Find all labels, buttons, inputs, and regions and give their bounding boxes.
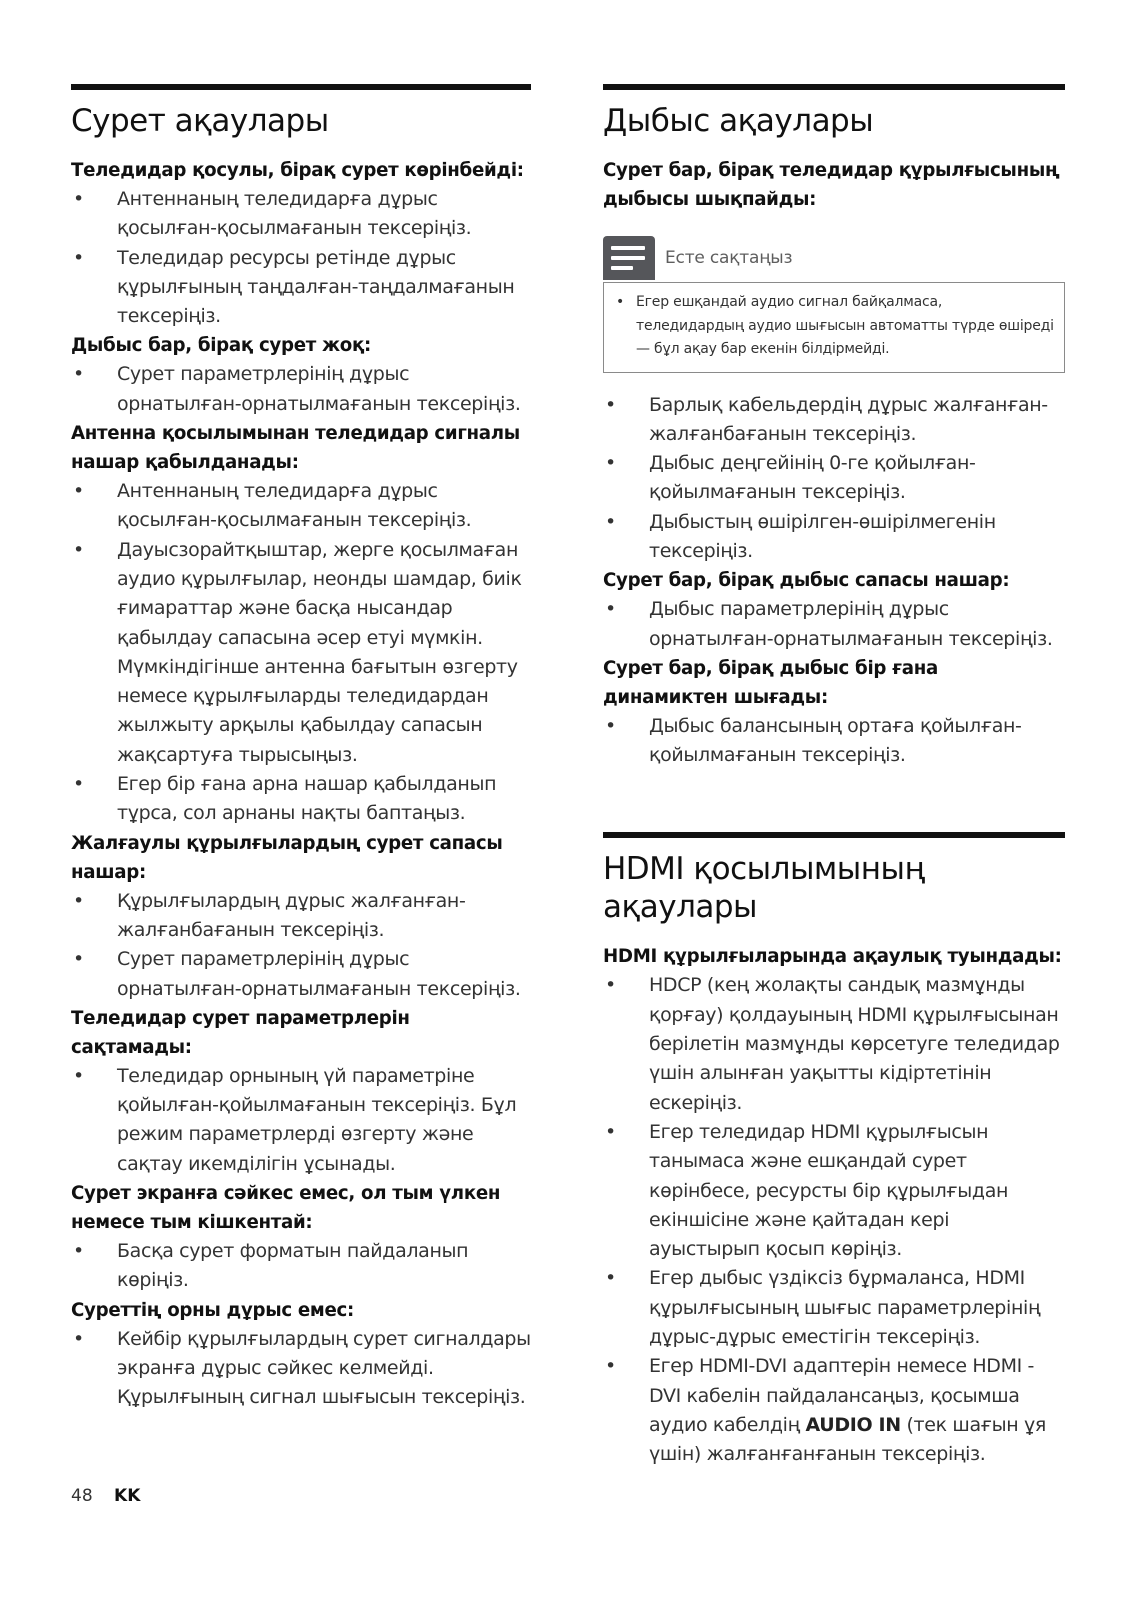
note-body [603,282,1065,373]
list-item: • Дауысзорайтқыштар, жерге қосылмаған аудио құрылғылар, неонды шамдар, биік ғимараттар және басқа нысандар қабылдау сапасына әсер етуі мүмкін. Мүмкіндігінше антенна бағытын өзгерту немесе құрылғыларды теледидардан жылжыту арқылы қабылдау сапасын жақсартуға тырысыңыз. [71,536,531,770]
issue-heading: Сурет экранға сәйкес емес, ол тым үлкен немесе тым кішкентай: [71,1183,501,1234]
issue-solutions [71,1062,531,1179]
list-item: • Егер теледидар HDMI құрылғысын танымаса және ешқандай сурет көрінбесе, ресурсты бір құрылғыдан екіншісіне және қайтадан кері ауыстырып қосып көріңіз. [603,1118,1065,1264]
issue-solutions [71,477,531,829]
sound-issues-title: Дыбыс ақаулары [603,103,874,139]
picture-issues-title: Сурет ақаулары [71,103,329,139]
list-item: • HDCP (кең жолақты сандық мазмұнды қорғау) қолдауының HDMI құрылғысынан берілетін мазмұнды көрсетуге теледидар үшін алынған уақытты кідіртетінін ескеріңіз. [603,971,1065,1117]
list-item-text: (тек шағын ұя үшін) жалғанғанғанын тексеріңіз. [649,1413,1047,1466]
list-item: • Дыбыс параметрлерінің дұрыс орнатылған-орнатылмағанын тексеріңіз. [603,595,1065,654]
issue-heading: Антенна қосылымынан теледидар сигналы нашар қабылданады: [71,423,520,474]
issue-heading: Дыбыс бар, бірақ сурет жоқ: [71,335,372,357]
issue-heading: Сурет бар, бірақ дыбыс бір ғана динамиктен шығады: [603,657,938,708]
picture-issues-list [71,156,531,1413]
sound-issues-list [603,566,1065,770]
list-item-text: Егер HDMI-DVI адаптерін немесе HDMI - DVI кабелін пайдалансаңыз, қосымша аудио кабелдің [649,1355,1035,1436]
sound-first-heading: Сурет бар, бірақ теледидар құрылғысының дыбысы шықпайды: [603,160,1060,210]
language-code: KK [114,1486,141,1506]
page-footer [71,1486,140,1506]
issue-heading: Суреттің орны дұрыс емес: [71,1299,354,1321]
issue-solutions [71,887,531,1004]
list-item: • Антеннаның теледидарға дұрыс қосылған-қосылмағанын тексеріңіз. [71,185,531,244]
note-title: Есте сақтаңыз [665,248,793,268]
audio-in-label: AUDIO IN [805,1413,901,1436]
list-item [603,1352,1065,1469]
issue-heading: Жалғаулы құрылғылардың сурет сапасы нашар: [71,832,503,883]
note-box [603,234,1065,373]
list-item: • Сурет параметрлерінің дұрыс орнатылған-орнатылмағанын тексеріңіз. [71,360,531,419]
note-header [603,234,1065,282]
list-item: • Дыбыс балансының ортаға қойылған-қойылмағанын тексеріңіз. [603,712,1065,771]
list-item: • Сурет параметрлерінің дұрыс орнатылған-орнатылмағанын тексеріңіз. [71,945,531,1004]
list-item: • Құрылғылардың дұрыс жалғанған-жалғанбағанын тексеріңіз. [71,887,531,946]
hdmi-heading: HDMI құрылғыларында ақаулық туындады: [603,946,1062,968]
right-column [603,84,1065,1470]
left-column [71,84,531,1413]
list-item: • Дыбыс деңгейінің 0-ге қойылған-қойылмағанын тексеріңіз. [603,449,1065,508]
issue-solutions [71,1237,531,1296]
sound-checklist [603,391,1065,567]
issue-heading: Теледидар қосулы, бірақ сурет көрінбейді: [71,160,524,181]
list-item: • Басқа сурет форматын пайдаланып көріңіз. [71,1237,531,1296]
issue-solutions [603,712,1065,771]
list-item: • Дыбыстың өшірілген-өшірілмегенін тексеріңіз. [603,508,1065,567]
issue-solutions [71,185,531,331]
note-list [614,291,1054,362]
list-item: • Барлық кабельдердің дұрыс жалғанған-жалғанбағанын тексеріңіз. [603,391,1065,450]
list-item: • Теледидар орнының үй параметріне қойылған-қойылмағанын тексеріңіз. Бұл режим параметрлерді өзгерту және сақтау икемділігін ұсынады. [71,1062,531,1179]
list-item: • Егер дыбыс үздіксіз бұрмаланса, HDMI құрылғысының шығыс параметрлерінің дұрыс-дұрыс еместігін тексеріңіз. [603,1264,1065,1352]
section-rule [603,84,1065,90]
list-item: • Егер ешқандай аудио сигнал байқалмаса, теледидардың аудио шығысын автоматты түрде өшіреді — бұл ақау бар екенін білдірмейді. [614,291,1054,362]
issue-heading: Сурет бар, бірақ дыбыс сапасы нашар: [603,570,1010,592]
section-rule [603,832,1065,838]
note-icon [603,236,655,280]
list-item: • Егер бір ғана арна нашар қабылданып тұрса, сол арнаны нақты баптаңыз. [71,770,531,829]
issue-solutions [71,1325,531,1413]
issue-solutions [71,360,531,419]
list-item: • Антеннаның теледидарға дұрыс қосылған-қосылмағанын тексеріңіз. [71,477,531,536]
hdmi-issues-list [603,971,1065,1469]
list-item: • Теледидар ресурсы ретінде дұрыс құрылғының таңдалған-таңдалмағанын тексеріңіз. [71,244,531,332]
hdmi-issues-title: HDMI қосылымының ақаулары [603,851,925,926]
issue-heading: Теледидар сурет параметрлерін сақтамады: [71,1007,410,1058]
section-rule [71,84,531,90]
page-number: 48 [71,1486,93,1506]
list-item: • Кейбір құрылғылардың сурет сигналдары экранға дұрыс сәйкес келмейді. Құрылғының сигнал шығысын тексеріңіз. [71,1325,531,1413]
issue-solutions [603,595,1065,654]
